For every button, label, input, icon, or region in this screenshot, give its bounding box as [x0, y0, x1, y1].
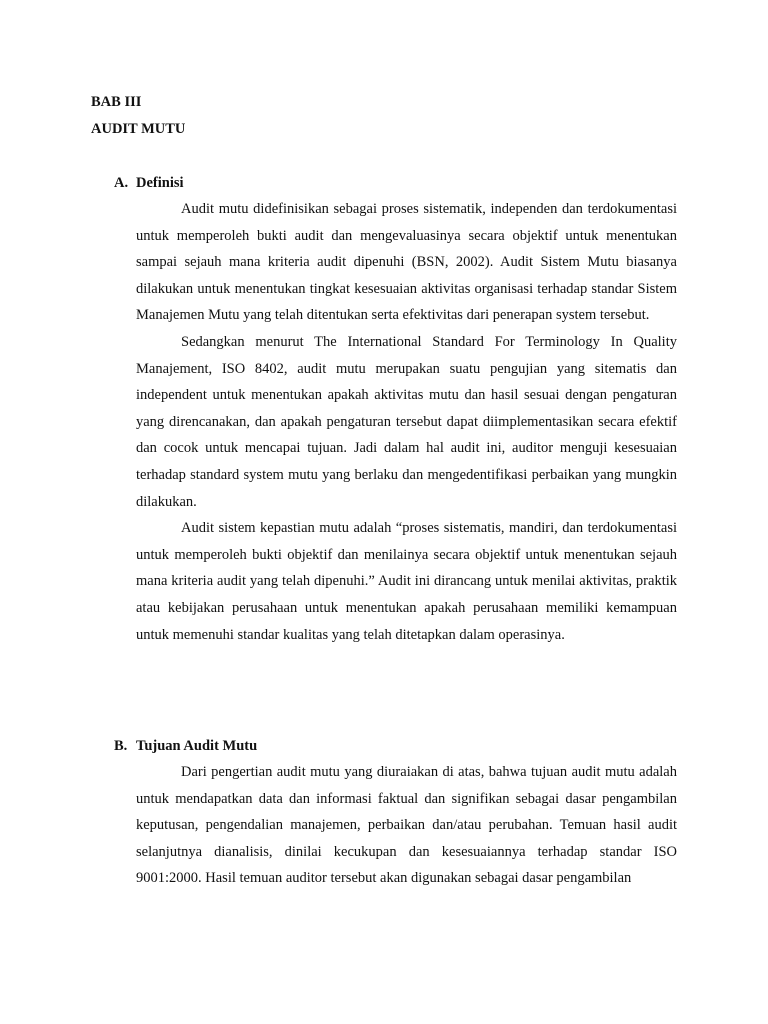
section-marker: A. — [114, 175, 129, 191]
section-title: Tujuan Audit Mutu — [136, 738, 258, 754]
paragraph: Audit mutu didefinisikan sebagai proses sistematik, independen dan terdokumentasi untuk memperoleh bukti audit dan mengevaluasinya secara objektif untuk menentukan sampai sejauh mana kriteria audit dipenuhi (BSN, 2002). Audit Sistem Mutu biasanya dilakukan untuk menentukan tingkat kesesuaian aktivitas organisasi terhadap standar Sistem Manajemen Mutu yang telah ditentukan serta efektivitas dari penerapan system tersebut. — [136, 201, 677, 324]
paragraph: Dari pengertian audit mutu yang diuraiakan di atas, bahwa tujuan audit mutu adalah untuk mendapatkan data dan informasi faktual dan signifikan sebagai dasar pengambilan keputusan, pengendalian manajemen, perbaikan dan/atau perubahan. Temuan hasil audit selanjutnya dianalisis, dinilai kecukupan dan kesesuaiannya terhadap standar ISO 9001:2000. Hasil temuan auditor tersebut akan digunakan sebagai dasar pengambilan — [136, 764, 677, 887]
section-title: Definisi — [136, 175, 184, 191]
section-body-definisi — [136, 196, 677, 648]
section-marker: B. — [114, 738, 128, 754]
section-heading-tujuan-audit-mutu — [114, 736, 257, 756]
section-body-tujuan-audit-mutu — [136, 759, 677, 892]
chapter-title: AUDIT MUTU — [91, 121, 186, 137]
section-heading-definisi — [114, 173, 184, 193]
paragraph: Sedangkan menurut The International Standard For Terminology In Quality Manajement, ISO 8402, audit mutu merupakan suatu pengujian yang sitematis dan independent untuk menentukan apakah aktivitas mutu dan hasil sesuai dengan pengaturan yang direncanakan, dan apakah pengaturan tersebut dapat diimplementasikan secara efektif dan cocok untuk mencapai tujuan. Jadi dalam hal audit ini, auditor menguji kesesuaian terhadap standard system mutu yang berlaku dan mengedentifikasi perbaikan yang mungkin dilakukan. — [136, 333, 677, 510]
paragraph: Audit sistem kepastian mutu adalah “proses sistematis, mandiri, dan terdokumentasi untuk memperoleh bukti objektif dan menilainya secara objektif untuk menentukan sejauh mana kriteria audit yang telah dipenuhi.” Audit ini dirancang untuk menilai aktivitas, praktik atau kebijakan perusahaan untuk menentukan apakah perusahaan memiliki kemampuan untuk memenuhi standar kualitas yang telah ditetapkan dalam operasinya. — [136, 520, 677, 643]
chapter-number: BAB III — [91, 94, 142, 110]
